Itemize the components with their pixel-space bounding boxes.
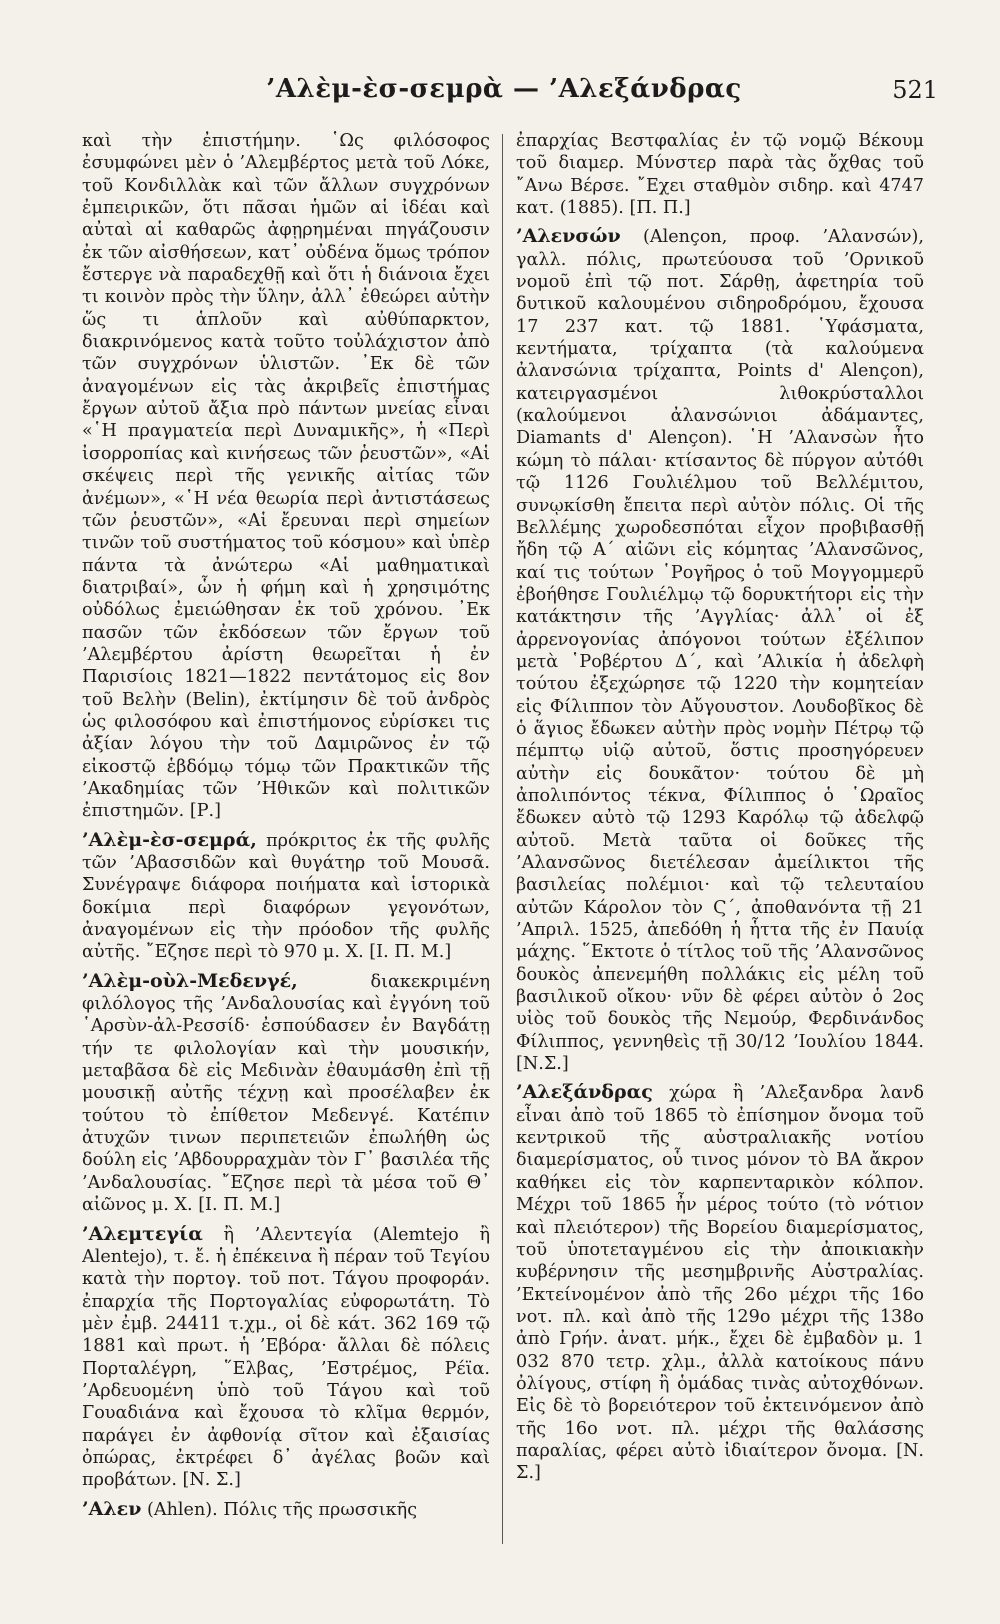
entry-alem-es-semra: [82, 829, 490, 964]
entry-alen: [82, 1498, 490, 1521]
entry-body: ἢ ’Αλεντεγία (Alemtejo ἢ Alentejo), τ. ἔ. ἡ ἐπέκεινα ἢ πέραν τοῦ Τεγίου κατὰ τὴν πορτογ. τοῦ ποτ. Τάγου προφοράν. ἐπαρχία τῆς Πορτογαλίας εὐφορωτάτη. Τὸ μὲν ἐμβ. 24411 τ.χμ., οἱ δὲ κάτ. 362 169 τῷ 1881 καὶ πρωτ. ἡ ’Εβόρα· ἄλλαι δὲ πόλεις Πορταλέγρη, ῞Ελβας, ’Εστρέμος, Ρέϊα. ’Αρδευομένη ὑπὸ τοῦ Τάγου καὶ τοῦ Γουαδιάνα καὶ ἔχουσα τὸ κλῖμα θερμόν, παράγει ἐν ἀφθονίᾳ σῖτον καὶ ἐξαισίας ὀπώρας, ἐκτρέφει δ᾿ ἀγέλας βοῶν καὶ προβάτων. [Ν. Σ.]: [82, 1224, 490, 1491]
right-column: [516, 130, 924, 1485]
paragraph-continued: καὶ τὴν ἐπιστήμην. ῾Ως φιλόσοφος ἐσυμφώνει μὲν ὁ ’Αλεμβέρτος μετὰ τοῦ Λόκε, τοῦ Κονδιλλὰκ καὶ τῶν ἄλλων συγχρόνων ἐμπειρικῶν, ὅτι πᾶσαι ἡμῶν αἱ ἰδέαι καὶ αὐταὶ αἱ καθαρῶς ἀφῃρημέναι πηγάζουσιν ἐκ τῶν αἰσθήσεων, κατ᾿ οὐδένα ὅμως τρόπον ἔστεργε νὰ παραδεχθῇ καὶ ὅτι ἡ διάνοια ἔχει τι κοινὸν πρὸς τὴν ὕλην, ἀλλ᾿ ἐθεώρει αὐτὴν ὥς τι ἁπλοῦν καὶ αὐθύπαρκτον, διακρινόμενος κατὰ τοῦτο τοὐλάχιστον ἀπὸ τῶν συγχρόνων ὑλιστῶν. ᾿Εκ δὲ τῶν ἀναγομένων εἰς τὰς ἀκριβεῖς ἐπιστήμας ἔργων αὐτοῦ ἄξια πρὸ πάντων μνείας εἶναι «῾Η πραγματεία περὶ Δυναμικῆς», ἡ «Περὶ ἰσορροπίας καὶ κινήσεως τῶν ῥευστῶν», «Αἱ σκέψεις περὶ τῆς γενικῆς αἰτίας τῶν ἀνέμων», «῾Η νέα θεωρία περὶ ἀντιστάσεως τῶν ῥευστῶν», «Αἱ ἔρευναι περὶ σημείων τινῶν τοῦ συστήματος τοῦ κόσμου» καὶ ὑπὲρ πάντα τὰ ἀνώτερω «Αἱ μαθηματικαὶ διατριβαί», ὧν ἡ φήμη καὶ ἡ χρησιμότης οὐδόλως ἐμειώθησαν ἐκ τοῦ χρόνου. ᾿Εκ πασῶν τῶν ἐκδόσεων τῶν ἔργων τοῦ ’Αλεμβέρτου ἀρίστη θεωρεῖται ἡ ἐν Παρισίοις 1821—1822 πεντάτομος εἰς 8ον τοῦ Βελὴν (Belin), ἐκτίμησιν δὲ τοῦ ἀνδρὸς ὡς φιλοσόφου καὶ ἐπιστήμονος εὑρίσκει τις ἀξίαν λόγου τὴν τοῦ Δαμιρῶνος ἐν τῷ εἰκοστῷ ἑβδόμῳ τόμῳ τῶν Πρακτικῶν τῆς ’Ακαδημίας τῶν ’Ηθικῶν καὶ πολιτικῶν ἐπιστημῶν. [Ρ.]: [82, 131, 490, 822]
page-number: 521: [892, 76, 938, 104]
entry-body: πρόκριτος ἐκ τῆς φυλῆς τῶν ’Αβασσιδῶν καὶ θυγάτηρ τοῦ Μουσᾶ. Συνέγραψε διάφορα ποιήματα καὶ ἱστορικὰ δοκίμια περὶ διαφόρων γεγονότων, ἀναγομένων εἰς τὴν πρόοδον τῆς φυλῆς αὐτῆς. ῎Εζησε περὶ τὸ 970 μ. Χ. [Ι. Π. Μ.]: [82, 830, 490, 963]
page-header: [70, 74, 938, 114]
paragraph-continued: ἐπαρχίας Βεστφαλίας ἐν τῷ νομῷ Βέκουμ τοῦ διαμερ. Μύνστερ παρὰ τὰς ὄχθας τοῦ ῎Ανω Βέρσε. ῎Εχει σταθμὸν σιδηρ. καὶ 4747 κατ. (1885). [Π. Π.]: [516, 131, 924, 219]
entry-headword: ’Αλὲμ-οὺλ-Μεδενγέ,: [82, 969, 298, 992]
entry-alenson: [516, 225, 924, 1075]
entry-alexandras: [516, 1081, 924, 1484]
entry-alemtegia: [82, 1223, 490, 1492]
entry-body: (Alençon, προφ. ’Αλανσών), γαλλ. πόλις, πρωτεύουσα τοῦ ’Ορνικοῦ νομοῦ ἐπὶ τῷ ποτ. Σάρθῃ, ἀφετηρία τοῦ δυτικοῦ καλουμένου σιδηροδρόμου, ἔχουσα 17 237 κατ. τῷ 1881. ῾Υφάσματα, κεντήματα, τρίχαπτα (τὰ καλούμενα ἀλανσώνια τρίχαπτα, Points d' Alençon), κατειργασμένοι λιθοκρύσταλλοι (καλούμενοι ἀλανσώνιοι ἀδάμαντες, Diamants d' Alençon). ῾Η ’Αλανσὼν ἦτο κώμη τὸ πάλαι· κτίσαντος δὲ πύργον αὐτόθι τῷ 1126 Γουλιέλμου τοῦ Βελλέμιτου, συνῳκίσθη ἔπειτα περὶ αὐτὸν πόλις. Οἱ τῆς Βελλέμης χωροδεσπόται εἶχον προβιβασθῇ ἤδη τῷ Α΄ αἰῶνι εἰς κόμητας ’Αλανσῶνος, καί τις τούτων ῾Ρογῆρος ὁ τοῦ Μογγομμερῦ ἐβοήθησε Γουλιέλμῳ τῷ δορυκτήτορι εἰς τὴν κατάκτησιν τῆς ’Αγγλίας· ἀλλ᾿ οἱ ἐξ ἀρρενογονίας ἀπόγονοι τούτων ἐξέλιπον μετὰ ῾Ροβέρτου Δ΄, καὶ ’Αλικία ἡ ἀδελφὴ τούτου ἐξεχώρησε τῷ 1220 τὴν κομητείαν εἰς Φίλιππον τὸν Αὔγουστον. Λουδοβῖκος δὲ ὁ ἅγιος ἔδωκεν αὐτὴν πρὸς νομὴν Πέτρῳ τῷ πέμπτῳ υἱῷ αὐτοῦ, ὅστις προσηγόρευεν αὐτὴν εἰς δουκᾶτον· τούτου δὲ μὴ ἀπολιπόντος τέκνα, Φίλιππος ὁ ῾Ωραῖος ἔδωκεν αὐτὸ τῷ 1293 Καρόλῳ τῷ ἀδελφῷ αὐτοῦ. Μετὰ ταῦτα οἱ δοῦκες τῆς ’Αλανσῶνος διετέλεσαν ἀμείλικτοι τῆς βασιλείας πολέμιοι· καὶ τῷ τελευταίου αὐτῶν Κάρολον τὸν Ϛ΄, ἀποθανόντα τῇ 21 ’Απριλ. 1525, ἀπεδόθη ἡ ἧττα τῆς ἐν Παυίᾳ μάχης. ῞Εκτοτε ὁ τίτλος τοῦ τῆς ’Αλανσῶνος δουκὸς ἀπενεμήθη πολλάκις εἰς μέλη τοῦ βασιλικοῦ οἴκου· νῦν δὲ φέρει αὐτὸν ὁ 2ος υἱὸς τοῦ δουκὸς τῆς Νεμούρ, Φερδινάνδος Φίλιππος, γεννηθεὶς τῇ 30/12 ’Ιουλίου 1844. [Ν.Σ.]: [516, 227, 924, 1075]
entry-headword: ’Αλεμτεγία: [82, 1222, 203, 1245]
left-column: [82, 130, 490, 1521]
entry-headword: ’Αλεξάνδρας: [516, 1081, 653, 1104]
entry-headword: ’Αλὲμ-ὲσ-σεμρά,: [82, 828, 257, 851]
entry-headword: ’Αλεν: [82, 1497, 142, 1520]
entry-headword: ’Αλενσών: [516, 225, 621, 248]
entry-alem-oul-medenge: [82, 970, 490, 1217]
column-divider: [502, 134, 503, 1544]
entry-body: διακεκριμένη φιλόλογος τῆς ’Ανδαλουσίας καὶ ἐγγόνη τοῦ ῾Αρσὺν-ἀλ-Ρεσσίδ· ἐσπούδασεν ἐν Βαγδάτῃ τήν τε φιλολογίαν καὶ τὴν μουσικήν, μεταβᾶσα δὲ εἰς Μεδινὰν ἐθαυμάσθη ἐπὶ τῇ μουσικῇ αὐτῆς τέχνῃ καὶ προσέλαβεν ἐκ τούτου τὸ ἐπίθετον Μεδενγέ. Κατέπιν ἀτυχῶν τινων περιπετειῶν ἐπωλήθη ὡς δούλη εἰς ’Αβδουρραχμὰν τὸν Γ᾿ βασιλέα τῆς ’Ανδαλουσίας. ῎Εζησε περὶ τὰ μέσα τοῦ Θ᾿ αἰῶνος μ. Χ. [Ι. Π. Μ.]: [82, 971, 490, 1216]
running-head: ’Αλὲμ-ὲσ-σεμρὰ — ’Αλεξάνδρας: [266, 74, 742, 104]
entry-body: (Ahlen). Πόλις τῆς πρωσσικῆς: [141, 1499, 418, 1520]
entry-body: χώρα ἢ ’Αλεξανδρα λανδ εἶναι ἀπὸ τοῦ 1865 τὸ ἐπίσημον ὄνομα τοῦ κεντρικοῦ τῆς αὐστραλιακῆς νοτίου διαμερίσματος, οὗ τινος μόνον τὸ ΒΑ ἄκρον καθήκει εἰς τὸν καρπενταρικὸν κόλπον. Μέχρι τοῦ 1865 ἦν μέρος τούτο (τὸ νότιον καὶ πλειότερον) τῆς Βορείου διαμερίσματος, τοῦ ὑποτεταγμένου εἰς τὴν ἀποικιακὴν κυβέρνησιν τῆς μεσημβρινῆς Αὐστραλίας. ’Εκτείνομένον ἀπὸ τῆς 26ο μέχρι τῆς 16ο νοτ. πλ. καὶ ἀπὸ τῆς 129ο μέχρι τῆς 138ο ἀπὸ Γρήν. ἀνατ. μήκ., ἔχει δὲ ἐμβαδὸν μ. 1 032 870 τετρ. χλμ., ἀλλὰ κατοίκους πάνυ ὀλίγους, στίφη ἢ ὁμάδας τινὰς αὐτοχθόνων. Εἰς δὲ τὸ βορειότερον τοῦ ἐκτεινόμενον ἀπὸ τῆς 16ο νοτ. πλ. μέχρι τῆς θαλάσσης παραλίας, φέρει αὐτὸ ἰδιαίτερον ὄνομα. [Ν. Σ.]: [516, 1083, 924, 1484]
